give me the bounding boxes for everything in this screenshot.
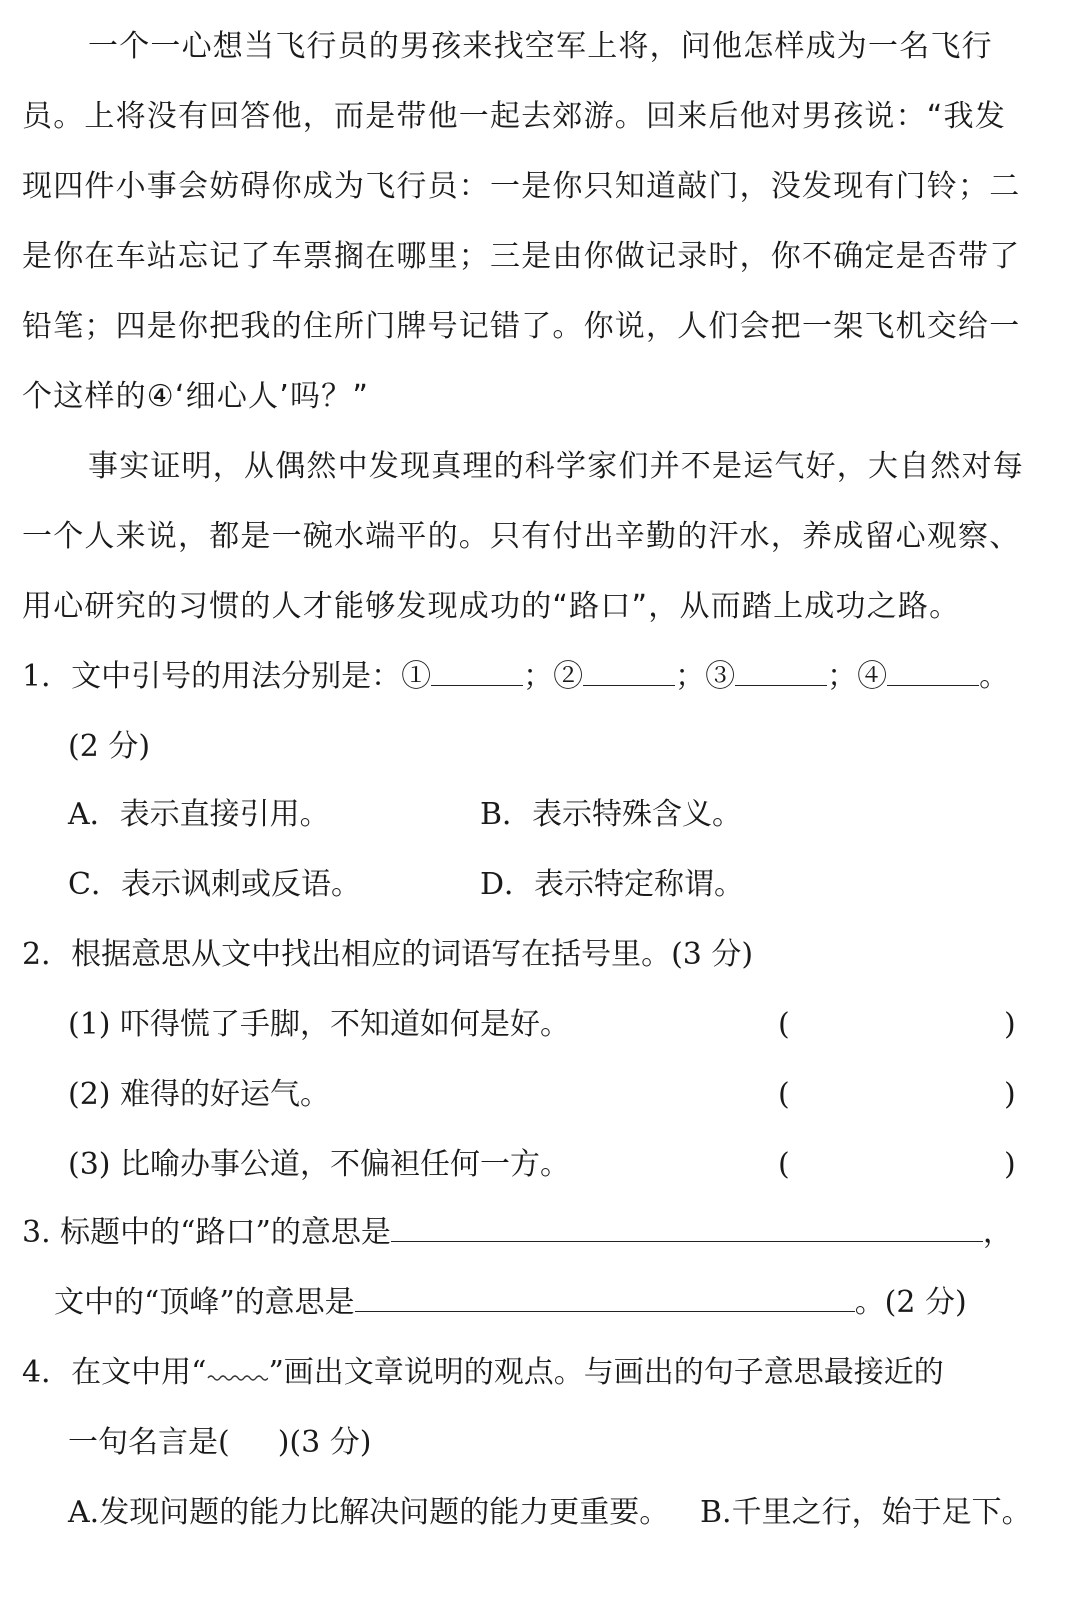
passage-line: 铅笔；四是你把我的住所门牌号记错了。你说，人们会把一架飞机交给一 bbox=[22, 309, 1021, 344]
question-3-text-2: 文中的“顶峰”的意思是 bbox=[54, 1285, 355, 1320]
paren-open: ( bbox=[778, 1147, 790, 1182]
comma: ， bbox=[982, 1215, 1013, 1250]
question-1-stem bbox=[22, 657, 1009, 697]
question-4-option-b[interactable]: B.千里之行，始于足下。 bbox=[700, 1495, 1032, 1530]
question-2-item-1: (1) 吓得慌了手脚，不知道如何是好。 bbox=[68, 1007, 571, 1042]
passage-line: 个这样的④‘细心人’吗？” bbox=[22, 379, 370, 414]
passage-line: 是你在车站忘记了车票搁在哪里；三是由你做记录时，你不确定是否带了 bbox=[22, 239, 1021, 274]
passage-line: 员。上将没有回答他，而是带他一起去郊游。回来后他对男孩说：“我发 bbox=[22, 99, 1006, 134]
paren-open: ( bbox=[778, 1007, 790, 1042]
question-1-prefix: 1．文中引号的用法分别是： bbox=[22, 659, 402, 694]
question-4-pre: 4．在文中用“ bbox=[22, 1355, 207, 1390]
wavy-underline-icon bbox=[206, 1358, 268, 1382]
question-2-item-2: (2) 难得的好运气。 bbox=[68, 1077, 331, 1112]
question-2-stem: 2．根据意思从文中找出相应的词语写在括号里。(3 分) bbox=[22, 937, 754, 972]
question-3-line-2 bbox=[54, 1283, 967, 1323]
question-3-end: 。(2 分) bbox=[854, 1285, 967, 1320]
question-2-item-3: (3) 比喻办事公道，不偏袒任何一方。 bbox=[68, 1147, 571, 1182]
answer-blank-4[interactable] bbox=[887, 659, 979, 686]
answer-slot-1[interactable] bbox=[796, 1005, 996, 1045]
answer-blank-1[interactable] bbox=[431, 659, 523, 686]
paren-close: ) bbox=[1004, 1007, 1016, 1042]
question-4-line-2 bbox=[68, 1423, 371, 1463]
passage-line: 一个一心想当飞行员的男孩来找空军上将，问他怎样成为一名飞行 bbox=[88, 29, 993, 64]
option-c[interactable]: C．表示讽刺或反语。 bbox=[68, 867, 361, 902]
passage-line: 事实证明，从偶然中发现真理的科学家们并不是运气好，大自然对每 bbox=[88, 449, 1024, 484]
option-d[interactable]: D．表示特定称谓。 bbox=[480, 867, 745, 902]
answer-slot-2[interactable] bbox=[796, 1075, 996, 1115]
question-3-line-1 bbox=[22, 1213, 1013, 1253]
paren-close: ) bbox=[1004, 1147, 1016, 1182]
option-a[interactable]: A．表示直接引用。 bbox=[68, 797, 330, 832]
mark-3: ③ bbox=[705, 659, 736, 694]
passage-line: 用心研究的习惯的人才能够发现成功的“路口”，从而踏上成功之路。 bbox=[22, 589, 961, 624]
answer-slot-3[interactable] bbox=[796, 1145, 996, 1185]
question-3-text-1: 3. 标题中的“路口”的意思是 bbox=[22, 1215, 391, 1250]
question-4-post: ”画出文章说明的观点。与画出的句子意思最接近的 bbox=[268, 1355, 944, 1390]
option-b[interactable]: B．表示特殊含义。 bbox=[480, 797, 743, 832]
question-4-option-a[interactable]: A.发现问题的能力比解决问题的能力更重要。 bbox=[68, 1495, 670, 1530]
paren-close: ) bbox=[1004, 1077, 1016, 1112]
passage-line: 现四件小事会妨碍你成为飞行员：一是你只知道敲门，没发现有门铃；二 bbox=[22, 169, 1021, 204]
answer-blank-dingfeng[interactable] bbox=[355, 1285, 855, 1312]
answer-blank-luko[interactable] bbox=[391, 1215, 983, 1242]
answer-blank-3[interactable] bbox=[735, 659, 827, 686]
separator: ； bbox=[675, 659, 706, 694]
question-1-end: 。 bbox=[979, 659, 1010, 694]
separator: ； bbox=[523, 659, 554, 694]
passage-line: 一个人来说，都是一碗水端平的。只有付出辛勤的汗水，养成留心观察、 bbox=[22, 519, 1021, 554]
mark-4: ④ bbox=[857, 659, 888, 694]
paren-open: ( bbox=[778, 1077, 790, 1112]
question-1-score: (2 分) bbox=[68, 729, 151, 764]
question-4-text-2a: 一句名言是( bbox=[68, 1425, 230, 1460]
mark-2: ② bbox=[553, 659, 584, 694]
question-4-line-1 bbox=[22, 1353, 944, 1393]
answer-blank-2[interactable] bbox=[583, 659, 675, 686]
separator: ； bbox=[827, 659, 858, 694]
question-4-text-2b: )(3 分) bbox=[277, 1425, 372, 1460]
mark-1: ① bbox=[401, 659, 432, 694]
